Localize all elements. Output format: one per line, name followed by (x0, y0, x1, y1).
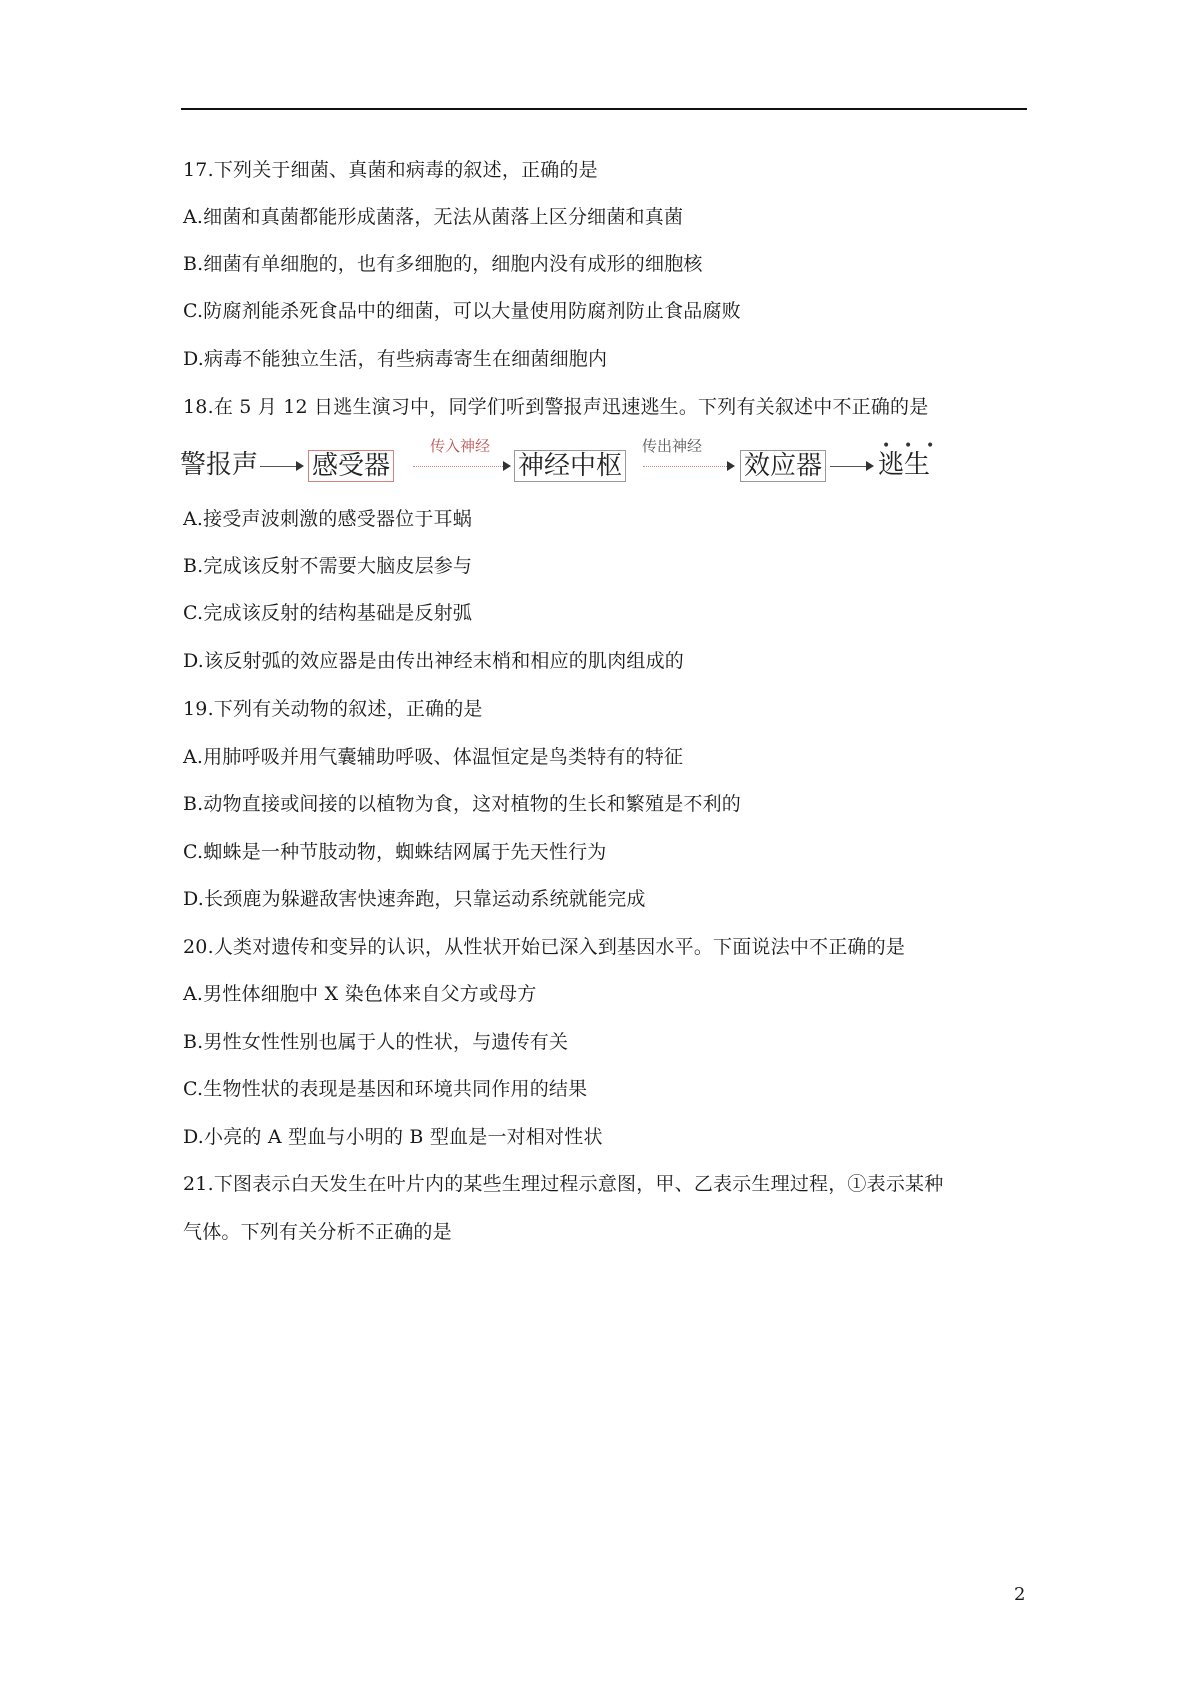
q20-stem: 20.人类对遗传和变异的认识，从性状开始已深入到基因水平。下面说法中不正确的是 (183, 936, 906, 958)
q17-stem: 17.下列关于细菌、真菌和病毒的叙述，正确的是 (183, 159, 598, 181)
q20-option-b: B.男性女性性别也属于人的性状，与遗传有关 (183, 1031, 569, 1053)
q19-option-c: C.蜘蛛是一种节肢动物，蜘蛛结网属于先天性行为 (183, 841, 607, 863)
q20-option-a: A.男性体细胞中 X 染色体来自父方或母方 (183, 983, 537, 1005)
diagram-connector (830, 466, 868, 467)
q18-option-c: C.完成该反射的结构基础是反射弧 (183, 602, 473, 624)
q21-stem-line-1: 21.下图表示白天发生在叶片内的某些生理过程示意图，甲、乙表示生理过程，①表示某种 (183, 1173, 944, 1195)
emphasis-dot-icon: • (904, 438, 913, 454)
page-number: 2 (1014, 1584, 1026, 1605)
diagram-efferent-line (643, 466, 729, 467)
arrow-icon (296, 461, 304, 471)
diagram-stimulus: 警报声 (180, 450, 259, 480)
diagram-response: 逃生 (878, 450, 931, 480)
diagram-effector: 效应器 (740, 450, 826, 482)
q20-option-d: D.小亮的 A 型血与小明的 B 型血是一对相对性状 (183, 1126, 603, 1148)
q17-option-d: D.病毒不能独立生活，有些病毒寄生在细菌细胞内 (183, 348, 608, 370)
q19-stem: 19.下列有关动物的叙述，正确的是 (183, 698, 483, 720)
diagram-afferent-line (413, 466, 505, 467)
emphasis-dot-icon: • (882, 438, 891, 454)
arrow-icon (866, 461, 874, 471)
header-rule (181, 108, 1027, 110)
q17-option-c: C.防腐剂能杀死食品中的细菌，可以大量使用防腐剂防止食品腐败 (183, 300, 741, 322)
q18-option-a: A.接受声波刺激的感受器位于耳蜗 (183, 508, 472, 530)
diagram-center: 神经中枢 (514, 450, 626, 482)
diagram-connector (260, 466, 298, 467)
emphasis-dot-icon: • (926, 438, 935, 454)
q20-option-c: C.生物性状的表现是基因和环境共同作用的结果 (183, 1078, 588, 1100)
q17-option-a: A.细菌和真菌都能形成菌落，无法从菌落上区分细菌和真菌 (183, 206, 684, 228)
diagram-receptor: 感受器 (308, 450, 394, 482)
diagram-afferent-label: 传入神经 (430, 437, 491, 455)
q18-option-b: B.完成该反射不需要大脑皮层参与 (183, 555, 473, 577)
q17-option-b: B.细菌有单细胞的，也有多细胞的，细胞内没有成形的细胞核 (183, 253, 703, 275)
arrow-icon (727, 461, 735, 471)
diagram-efferent-label: 传出神经 (642, 437, 703, 455)
q18-stem: 18.在 5 月 12 日逃生演习中，同学们听到警报声迅速逃生。下列有关叙述中不正确的是 (183, 396, 929, 418)
q19-option-b: B.动物直接或间接的以植物为食，这对植物的生长和繁殖是不利的 (183, 793, 742, 815)
q19-option-d: D.长颈鹿为躲避敌害快速奔跑，只靠运动系统就能完成 (183, 888, 646, 910)
q19-option-a: A.用肺呼吸并用气囊辅助呼吸、体温恒定是鸟类特有的特征 (183, 746, 684, 768)
q21-stem-line-2: 气体。下列有关分析不正确的是 (183, 1221, 452, 1243)
reflex-arc-diagram (180, 438, 980, 488)
q18-option-d: D.该反射弧的效应器是由传出神经末梢和相应的肌肉组成的 (183, 650, 684, 672)
arrow-icon (503, 461, 511, 471)
